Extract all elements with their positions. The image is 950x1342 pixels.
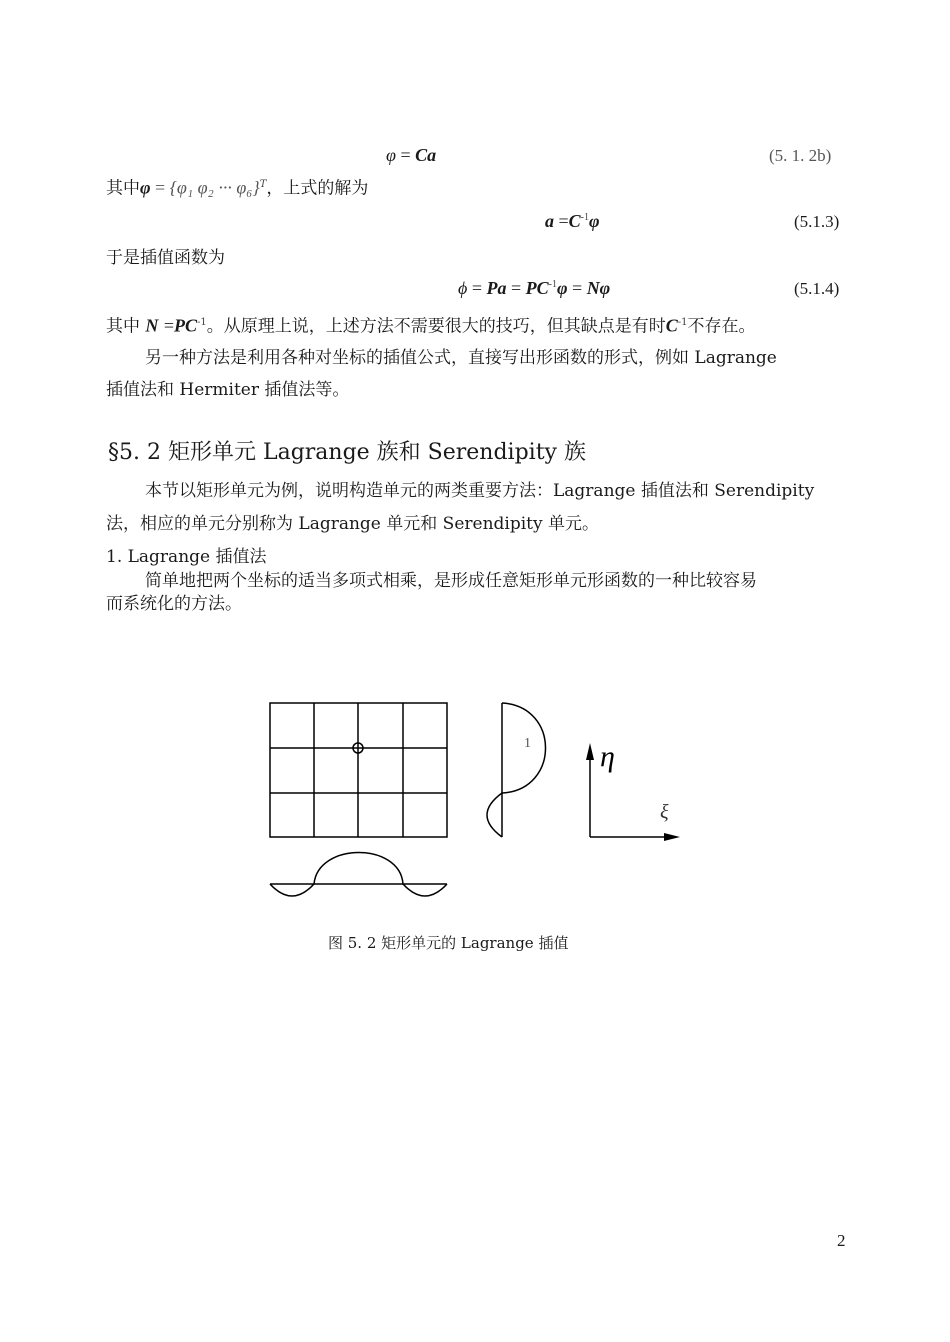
curve-segment xyxy=(487,793,502,837)
sup-mark: -1 xyxy=(677,317,688,328)
eq-sup: -1 xyxy=(548,279,557,290)
equation-label: (5. 1. 2b) xyxy=(769,146,832,165)
eq-part2: PC xyxy=(525,278,549,298)
equation-5-1-4: $\phi = Pa = PC^{-1}\varphi = N\varphi$ xyxy=(458,278,611,298)
transpose-mark: T xyxy=(259,179,267,190)
sup-mark: -1 xyxy=(196,317,207,328)
paragraph-section-line2: 法，相应的单元分别称为 Lagrange 单元和 Serendipity 单元。 xyxy=(106,514,599,534)
text-suffix: 不存在。 xyxy=(687,316,756,337)
interp-function-intro: 于是插值函数为 xyxy=(106,248,225,268)
text-mid: 。从原理上说，上述方法不需要很大的技巧，但其缺点是有时 xyxy=(206,316,666,337)
c-symbol: C xyxy=(665,315,678,336)
phi-vector: {φ₁ φ₂ ··· φ₆} xyxy=(169,177,260,198)
eq-rhs: Ca xyxy=(415,145,437,165)
equation-label: (5.1.4) xyxy=(794,279,840,298)
element-grid xyxy=(270,703,447,837)
paragraph-other-method-line1: 另一种方法是利用各种对坐标的插值公式，直接写出形函数的形式，例如 Lagrange xyxy=(145,348,777,368)
equation-label: (5.1.3) xyxy=(794,212,840,231)
n-symbol: N xyxy=(145,315,159,336)
xi-label: ξ xyxy=(660,801,669,823)
equation-5-1-3: $a =C^{-1}\varphi$ xyxy=(545,211,600,231)
paragraph-section-line1: 本节以矩形单元为例，说明构造单元的两类重要方法：Lagrange 插值法和 Serendipity xyxy=(145,481,815,501)
eq-lhs: ϕ xyxy=(458,278,468,298)
figure-caption: 图 5. 2 矩形单元的 Lagrange 插值 xyxy=(328,934,569,952)
eq-sup: -1 xyxy=(580,212,590,223)
phi-symbol: φ xyxy=(140,177,151,198)
eq-part1: Pa xyxy=(486,278,507,298)
curve-segment xyxy=(270,884,314,896)
xi-arrow-icon xyxy=(664,833,680,841)
eq-lhs: a xyxy=(545,211,554,231)
value-label-one: 1 xyxy=(524,736,531,751)
shape-function-eta xyxy=(487,703,546,837)
page-number: 2 xyxy=(837,1231,846,1250)
subsection-title: 1. Lagrange 插值法 xyxy=(106,547,267,567)
paragraph-lagrange-line2: 而系统化的方法。 xyxy=(106,594,242,614)
shape-function-xi xyxy=(270,853,447,897)
eq-part3: Nφ xyxy=(586,278,611,298)
curve-segment xyxy=(314,853,403,885)
text-prefix: 其中 xyxy=(106,178,140,199)
eta-label: η xyxy=(600,740,615,773)
curve-segment xyxy=(403,884,447,896)
text-suffix: ，上式的解为 xyxy=(266,178,369,199)
eq-tail: φ xyxy=(589,211,600,231)
eta-arrow-icon xyxy=(586,743,594,760)
paragraph-other-method-line2: 插值法和 Hermiter 插值法等。 xyxy=(106,380,350,400)
eq-lhs: φ xyxy=(386,145,396,165)
pc-symbol: PC xyxy=(173,315,197,336)
eq-sign: = xyxy=(163,315,174,336)
eq-part2-tail: φ xyxy=(557,278,568,298)
paragraph-lagrange-line1: 简单地把两个坐标的适当多项式相乘，是形成任意矩形单元形函数的一种比较容易 xyxy=(145,571,757,591)
text-prefix: 其中 xyxy=(106,316,140,337)
eq-rhs: C xyxy=(568,211,581,231)
phi-definition-line: 其中φ = {φ₁ φ₂ ··· φ₆}$^T$，上式的解为 xyxy=(106,177,369,199)
equation-5-1-2b: φ = Ca xyxy=(386,145,437,165)
section-title: §5. 2 矩形单元 Lagrange 族和 Serendipity 族 xyxy=(108,440,586,465)
